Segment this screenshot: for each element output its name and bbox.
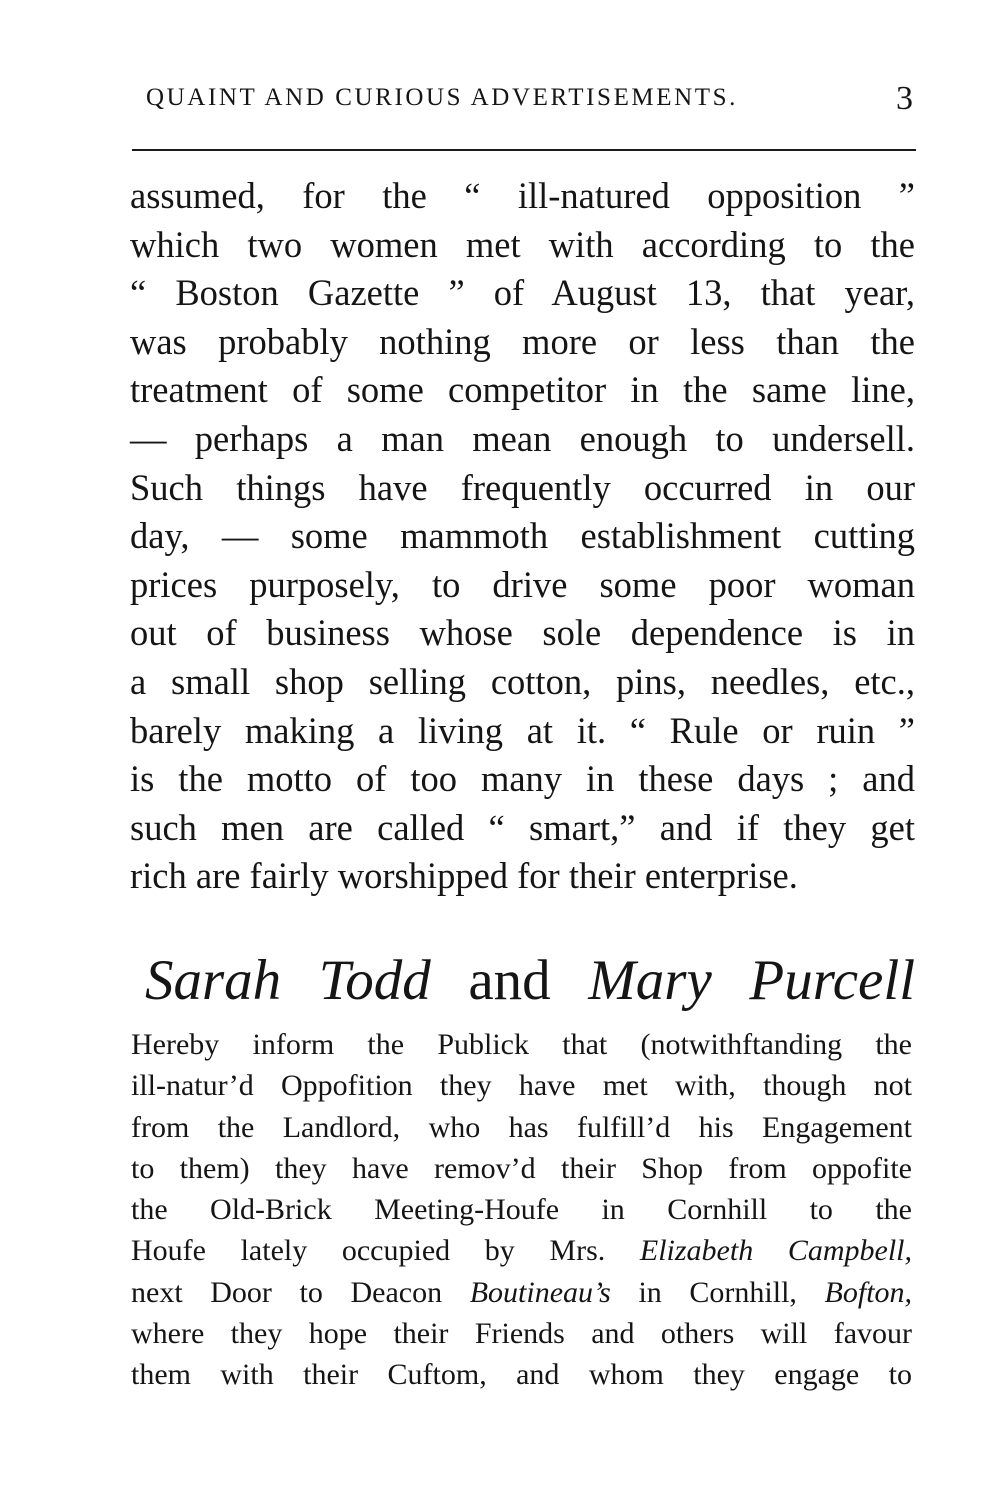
text-line: rich are fairly worshipped for their enterprise.	[130, 855, 798, 897]
advertisement-line: Hereby inform the Publick that (notwithftanding the	[131, 1028, 912, 1061]
text-line: Such things have frequently occurred in our	[130, 466, 915, 508]
advertisement-text: in Cornhill,	[638, 1275, 797, 1309]
advertisement-line: where they hope their Friends and others will favour	[131, 1317, 912, 1351]
heading-name-mary: Mary	[588, 949, 712, 1012]
advertisement-italic-name: Boutineau’s	[469, 1275, 611, 1309]
advertisement-italic-name: Elizabeth Campbell,	[639, 1234, 913, 1268]
advertisement-line: the Old-Brick Meeting-Houfe in Cornhill to the	[131, 1193, 912, 1227]
advertisement-italic-place: Bofton,	[824, 1275, 913, 1309]
advertisement-line: ill-natur’d Oppofition they have met with, though not	[131, 1069, 912, 1103]
advertisement-text: Houfe lately occupied by Mrs.	[131, 1234, 606, 1268]
header-rule	[132, 149, 916, 151]
heading-name-sarah: Sarah	[145, 949, 282, 1012]
text-line: such men are called “ smart,” and if they get	[130, 806, 915, 848]
text-line: “ Boston Gazette ” of August 13, that year,	[130, 272, 915, 314]
advertisement-heading	[145, 945, 915, 1017]
text-line: — perhaps a man mean enough to undersell.	[130, 417, 915, 459]
body-paragraph	[130, 172, 915, 901]
advertisement-line: from the Landlord, who has fulfill’d his Engagement	[131, 1110, 912, 1144]
advertisement-line	[131, 1230, 912, 1271]
heading-name-todd: Todd	[318, 949, 431, 1012]
text-line: barely making a living at it. “ Rule or ruin ”	[130, 709, 915, 751]
text-line: assumed, for the “ ill-natured opposition ”	[130, 175, 915, 216]
page-number: 3	[896, 80, 913, 117]
advertisement-line: to them) they have remov’d their Shop from oppofite	[131, 1151, 912, 1185]
advertisement-body	[131, 1024, 912, 1396]
advertisement-line	[131, 1272, 912, 1313]
text-line: was probably nothing more or less than the	[130, 320, 915, 362]
text-line: day, — some mammoth establishment cutting	[130, 515, 915, 557]
text-line: which two women met with according to the	[130, 223, 915, 265]
text-line: treatment of some competitor in the same line,	[130, 369, 915, 411]
heading-name-purcell: Purcell	[749, 949, 916, 1012]
advertisement-line: them with their Cuftom, and whom they engage to	[131, 1358, 912, 1392]
text-line: a small shop selling cotton, pins, needles, etc.,	[130, 660, 915, 702]
running-head-title: QUAINT AND CURIOUS ADVERTISEMENTS.	[146, 84, 739, 111]
heading-conjunction: and	[468, 949, 551, 1012]
text-line: out of business whose sole dependence is in	[130, 612, 915, 654]
text-line: is the motto of too many in these days ; and	[130, 758, 915, 800]
advertisement-text: next Door to Deacon	[131, 1275, 443, 1309]
text-line: prices purposely, to drive some poor woman	[130, 563, 915, 605]
